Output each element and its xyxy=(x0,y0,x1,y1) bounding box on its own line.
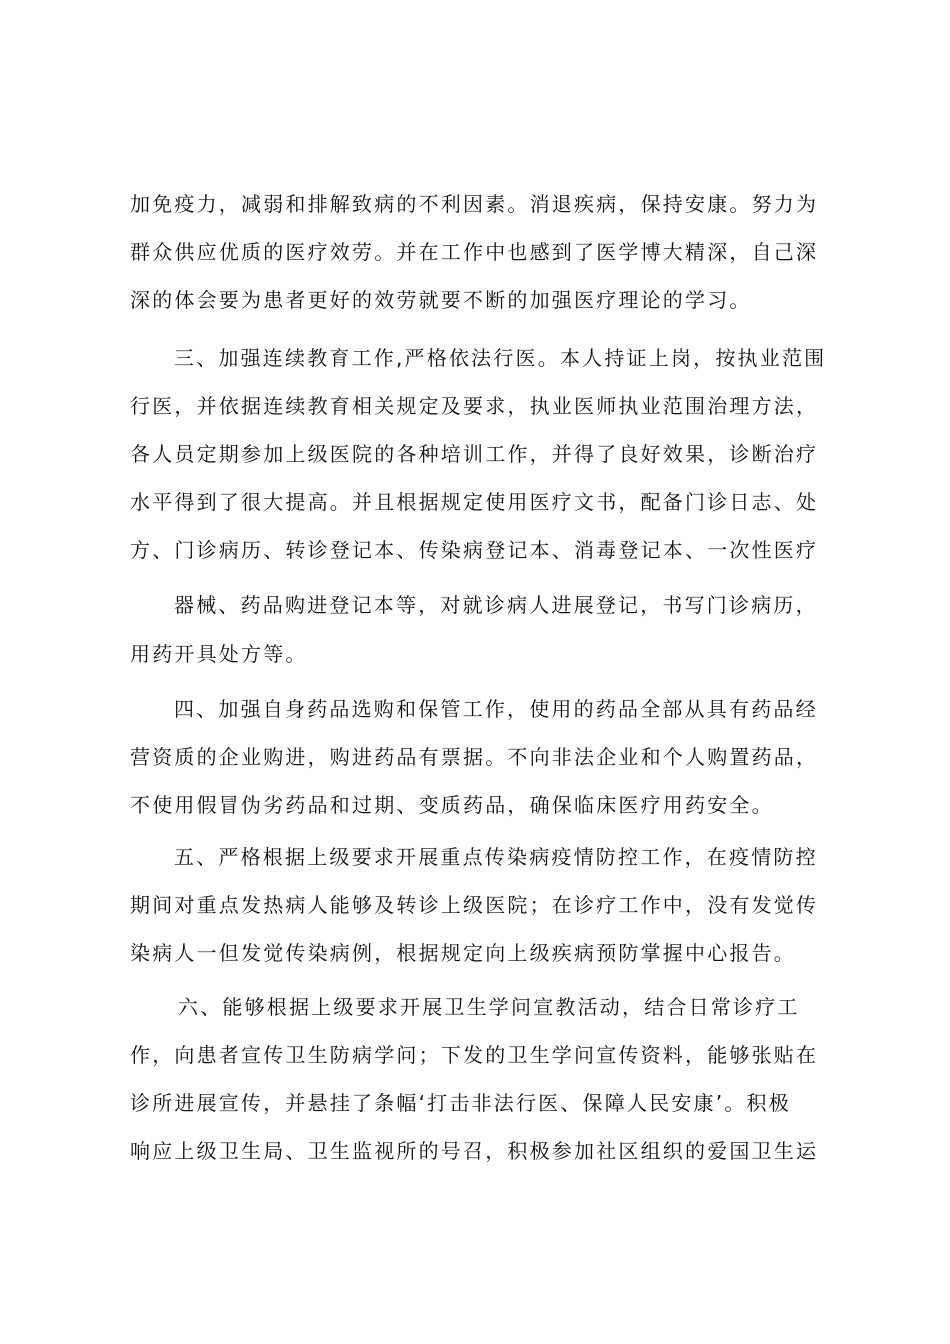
text-line: 用药开具处方等。 xyxy=(130,642,308,666)
text-line: 群众供应优质的医疗效劳。并在工作中也感到了医学博大精深，自己深 xyxy=(130,240,819,264)
text-line: 不使用假冒伪劣药品和过期、变质药品，确保临床医疗用药安全。 xyxy=(130,793,774,817)
paragraph-3-start: 三、加强连续教育工作,严格依法行医。本人持证上岗，按执业范围 xyxy=(174,346,827,370)
text-line: 各人员定期参加上级医院的各种培训工作，并得了良好效果，诊断治疗 xyxy=(130,442,819,466)
text-line: 器械、药品购进登记本等，对就诊病人进展登记，书写门诊病历， xyxy=(174,593,818,617)
text-line: 染病人一但发觉传染病例，根据规定向上级疾病预防掌握中心报告。 xyxy=(130,941,796,965)
paragraph-4-start: 四、加强自身药品选购和保管工作，使用的药品全部从具有药品经 xyxy=(174,697,818,721)
text-line: 行医，并依据连续教育相关规定及要求，执业医师执业范围治理方法， xyxy=(130,394,819,418)
paragraph-5-start: 五、严格根据上级要求开展重点传染病疫情防控工作，在疫情防控 xyxy=(174,845,818,869)
text-line: 加免疫力，减弱和排解致病的不利因素。消退疾病，保持安康。努力为 xyxy=(130,192,819,216)
text-line: 期间对重点发热病人能够及转诊上级医院；在诊疗工作中，没有发觉传 xyxy=(130,893,819,917)
text-line: 营资质的企业购进，购进药品有票据。不向非法企业和个人购置药品， xyxy=(130,745,819,769)
text-line: 响应上级卫生局、卫生监视所的号召，积极参加社区组织的爱国卫生运 xyxy=(130,1139,819,1163)
text-line: 方、门诊病历、转诊登记本、传染病登记本、消毒登记本、一次性医疗 xyxy=(130,538,819,562)
text-line: 作，向患者宣传卫生防病学问；下发的卫生学问宣传资料，能够张贴在 xyxy=(130,1043,819,1067)
text-line: 水平得到了很大提高。并且根据规定使用医疗文书，配备门诊日志、处 xyxy=(130,490,819,514)
text-line: 诊所进展宣传，并悬挂了条幅‘打击非法行医、保障人民安康’。积极 xyxy=(130,1091,791,1115)
paragraph-6-start: 六、能够根据上级要求开展卫生学问宣教活动，结合日常诊疗工 xyxy=(178,995,800,1019)
text-line: 深的体会要为患者更好的效劳就要不断的加强医疗理论的学习。 xyxy=(130,288,752,312)
